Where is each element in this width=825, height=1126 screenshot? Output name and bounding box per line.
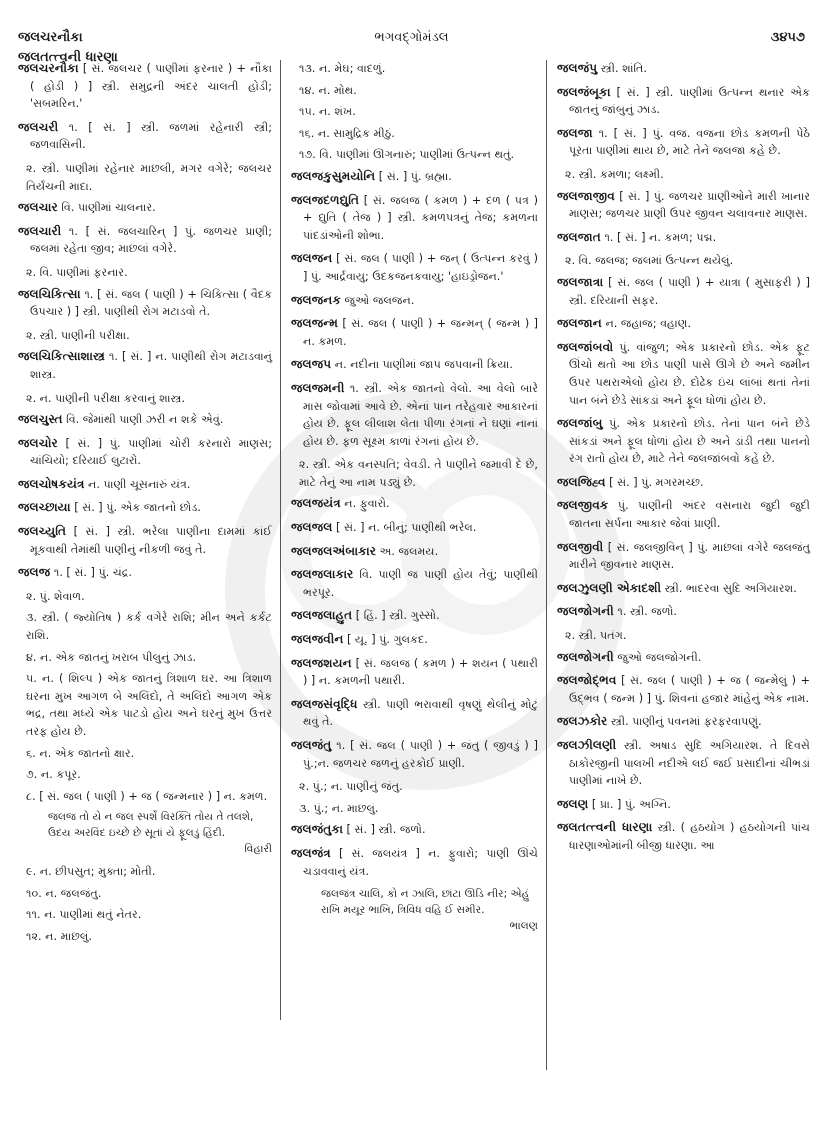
guide-word-last: જલતત્ત્વની ધારણા (18, 50, 118, 65)
definition-text: ૧. [ સં. ] ન. પાણીથી રોગ મટાડવાનું શાસ્ત્ર. (30, 350, 272, 381)
definition-text: સ્ત્રી. પાણીનું પવનમાં ફરફરવાપણું. (607, 715, 762, 729)
headword: જલચરનૌકા (18, 61, 79, 75)
headword: જલચરી (18, 119, 59, 134)
column-1 (18, 60, 280, 1100)
column-3 (546, 60, 810, 1070)
definition-text: વિ. જેમાંથી પાણી ઝરી ન શકે એવું. (62, 413, 224, 427)
headword: જલજોગની (557, 649, 614, 664)
dictionary-entry (557, 188, 810, 223)
headword: જલજાજીવ (557, 188, 615, 203)
dictionary-entry (291, 607, 538, 625)
sense-definition: ૬. ન. એક જાતનો ક્ષાર. (26, 746, 135, 760)
dictionary-entry (291, 696, 538, 731)
dictionary-entry (557, 796, 810, 814)
headword: જલચિકિત્સાશાસ્ત્ર (18, 349, 105, 364)
sense-definition: ૧૩. ન. મેઘ; વાદળું. (299, 62, 386, 75)
headword: જલજયંત્ર (291, 496, 341, 511)
definition-text: [ સં. ] ન. બીનું; પાણીથી ભરેલ. (332, 521, 477, 535)
headword: જલચુસ્ત (18, 412, 63, 427)
dictionary-entry (18, 523, 272, 558)
dictionary-entry (291, 315, 538, 350)
dictionary-entry (557, 603, 810, 621)
definition-text: ન. જહાજ; વહાણ. (601, 317, 692, 331)
citation-quote: જલજ તો યે ન જલ સ્પર્શે વિરક્તિ તોય તે તલશે, ઉદય અરવિંદ ઇચ્છે છે સૂતાં યે ફૂલડું હિંદી. (48, 811, 254, 840)
headword: જલચિકિત્સા (18, 286, 81, 301)
definition-text: [ સં. જલચર ( પાણીમાં ફરનાર ) + નૌકા ( હોડી ) ] સ્ત્રી. સમુદ્રની અંદર ચાલતી હોડી; 'સબમરિન.' (30, 62, 272, 111)
headword: જલજંતુ (291, 738, 332, 752)
headword: જલજશયન (291, 655, 352, 670)
definition-text: [ સં. ] પું. એક જાતનો છોડ. (70, 501, 201, 515)
dictionary-entry (18, 199, 272, 217)
sense-definition: ૧૪. ન. મોથ. (299, 83, 357, 97)
dictionary-entry (557, 539, 810, 574)
dictionary-entry (291, 250, 538, 285)
headword: જલજાત્રા (557, 274, 604, 289)
definition-text: [ સં. ] સ્ત્રી. જળો. (342, 823, 426, 837)
definition-text: ન. નદીના પાણીમાં જાપ જપવાની ક્રિયા. (331, 358, 513, 372)
sense-definition: ૧૫. ન. શંખ. (299, 105, 356, 119)
definition-text: [ સં. જલજ ( કમળ ) + દળ ( પત્ર ) + દ્યુતિ ( તેજ ) ] સ્ત્રી. કમળપત્રનું તેજ; કમળના પાંદડાંઓની શોભા. (303, 193, 538, 242)
headword: જલચ્યુતિ (18, 524, 67, 539)
headword: જલજંપુ (557, 61, 598, 75)
definition-text: સ્ત્રી. અષાડ સુદિ અગિયારશ. તે દિવસે ઠાકોરજીની પાલખી નદીએ લઈ જઈ પ્રસાદીનાં ચીભડાં પાણીમાં નાખે છે. (569, 739, 810, 788)
headword: જલજમની (291, 380, 345, 395)
dictionary-entry (18, 348, 272, 383)
headword: જલજીવી (557, 539, 604, 554)
dictionary-entry (557, 649, 810, 667)
headword: જલજસંવૃદ્ધિ (291, 696, 358, 711)
dictionary-entry (291, 845, 538, 880)
headword: જલજનક (291, 292, 341, 307)
headword: જલચાર (18, 200, 58, 215)
dictionary-entry (557, 415, 810, 468)
definition-text: [ સં. જલ ( પાણી ) + જ ( જન્મેલું ) + ઉદ્ભવ ( જન્મ ) ] પું. શિવનાં હજાર માંહેનું એક નામ. (569, 674, 810, 705)
definition-text: સ્ત્રી. ભાદરવા સુદિ અગિયારશ. (661, 581, 797, 595)
headword: જલજલાહુત (291, 608, 353, 623)
dictionary-entry (557, 315, 810, 333)
definition-text: [ હિં. ] સ્ત્રી. ગુસ્સો. (352, 609, 440, 623)
definition-text: [ સં. ] સ્ત્રી. ભરેલા પાણીના દામમાં કાંઈ મૂકવાથી તેમાંથી પાણીનું નીકળી જવું તે. (30, 525, 272, 556)
headword: જલજાંબવો (557, 339, 614, 354)
sense-definition: ૧૬. ન. સામુદ્રિક મીઠું. (299, 126, 395, 140)
definition-text: [ સં. જલ ( પાણી ) + જન્મન્ ( જન્મ ) ] ન. કમળ. (303, 317, 538, 348)
dictionary-entry (557, 339, 810, 409)
dictionary-entry (291, 192, 538, 245)
headword: જલજીવક (557, 498, 609, 513)
dictionary-entry (557, 819, 810, 854)
definition-text: અ. જલમય. (376, 544, 439, 558)
sense-definition: ૨. પું. શેવાળ. (26, 589, 85, 603)
dictionary-entry (291, 821, 538, 839)
definition-text: ૧. [ સં. ] પું. વજ. વજના છોડ કમળની પેઠે પૂરતા પાણીમાં થાય છે, માટે તેને જલજા કહે છે. (569, 126, 810, 158)
sense-definition: ૮. [ સં. જલ ( પાણી ) + જ ( જન્મનાર ) ] ન. કમળ. (26, 789, 268, 803)
definition-text: ૧. [ સં. ] સ્ત્રી. જળમાં રહેનારી સ્ત્રી; જળવાસિની. (30, 120, 272, 152)
definition-text: સ્ત્રી. પાણી ભરાવાથી વૃષણું થેલીનું મોટું થવું તે. (303, 697, 538, 729)
definition-text: પું. વાંજુળ; એક પ્રકારનો છોડ. એક ફૂટ ઊંચો થતો આ છોડ પાણી પાસે ઊગે છે અને જમીન ઉપર પથરાએલો હોય છે. દોઢેક ઇંચ લાંબાં થતાં તેનાં પાન બંને છેડે સાંકડાં અને ફૂલ ધોળાં હોય છે. (569, 340, 810, 407)
headword: જલજાંબુ (557, 416, 603, 431)
definition-text: સ્ત્રી. શાંતિ. (597, 62, 647, 75)
dictionary-entry (291, 543, 538, 561)
dictionary-entry (18, 435, 272, 470)
definition-text: [ સં. ] સ્ત્રી. પાણીમાં ઉત્પન્ન થનાર એક જાતનું જાંબુનું ઝાડ. (569, 85, 810, 117)
dictionary-entry (291, 292, 538, 310)
sense-definition: ૨. સ્ત્રી. પાણીમાં રહેનાર માછલી, મગર વગેરે; જલચર તિર્યંચની માદા. (26, 161, 272, 193)
definition-text: વિ. પાણીમાં ચાલનાર. (57, 201, 156, 215)
dictionary-entry (557, 672, 810, 707)
headword: જલજલાકાર (291, 567, 354, 582)
dictionary-columns (18, 60, 810, 1100)
sense-definition: ૨. વિ. જલજ; જલમાં ઉત્પન્ન થયેલું. (565, 254, 734, 268)
column-2 (280, 60, 546, 1020)
dictionary-entry (18, 564, 272, 582)
definition-text: ૧. [ સં. જલચારિન્ ] પું. જળચર પ્રાણી; જલમાં રહેતા જીવ; માછલાં વગેરે. (30, 224, 272, 256)
definition-text: [ સં. ] પું. મગરમચ્છ. (605, 475, 704, 489)
dictionary-entry (291, 356, 538, 374)
dictionary-entry (557, 497, 810, 532)
headword: જલતત્ત્વની ધારણા (557, 820, 653, 835)
headword: જલજન્મ (291, 316, 338, 331)
definition-text: વિ. પાણી જ પાણી હોય તેવું; પાણીથી ભરપૂર. (303, 568, 538, 599)
dictionary-entry (18, 223, 272, 258)
dictionary-entry (557, 60, 810, 78)
citation-quote: જલજંત્ર ચાલિ, કો ન ઝાલિ, છાંટા ઊડિ નીર; એહું રાખિ મયૂર ભાખિ, ત્રિવિધ વહિ ઈ સમીર. (321, 888, 530, 917)
dictionary-entry (18, 476, 272, 494)
dictionary-entry (291, 631, 538, 649)
headword: જલચ્છાયા (18, 500, 71, 515)
dictionary-entry (557, 580, 810, 598)
book-title: ભગવદ્ગોમંડલ (374, 30, 449, 45)
sense-definition: ૨. સ્ત્રી. એક વનસ્પતિ; વેવડી. તે પાણીને જમાવી દે છે, માટે તેનું આ નામ પડ્યું છે. (299, 458, 538, 489)
sense-definition: ૫. ન. ( શિલ્પ ) એક જાતનું ત્રિશાળ ઘર. આ ત્રિશાળ ઘરના મુખ આગળ બે અલિંદો, તે અલિંદો આગળ એક ભદ્ર, તથા મધ્યે એક પાટડો હોય અને ઘરનું મુખ ઉત્તર તરફ હોય છે. (26, 672, 272, 738)
headword: જલણ (557, 796, 589, 811)
headword: જલજન (291, 251, 333, 266)
headword: જલજવીન (291, 632, 344, 647)
sense-definition: ૨. સ્ત્રી. કમળા; લક્ષ્મી. (565, 167, 664, 181)
sense-definition: ૨. વિ. પાણીમાં ફરનાર. (26, 265, 128, 279)
sense-definition: ૪. ન. એક જાતનું ખરાબ પીલુનું ઝાડ. (26, 650, 197, 664)
dictionary-entry (291, 737, 538, 772)
definition-text: [ પ્રા. ] પું. અગ્નિ. (588, 797, 671, 811)
headword: જલઝકોર (557, 714, 608, 729)
definition-text: [ સં. ] પું. પાણીમાં ચોરી કરનારો માણસ; ચાંચિયો; દરિયાઈ લુટારો. (30, 436, 272, 468)
dictionary-entry (291, 655, 538, 690)
definition-text: પું. પાણીની અંદર વસનારા જુદી જુદી જાતના સર્પના આકાર જેવાં પ્રાણી. (569, 499, 810, 531)
headword: જલજલઅંબાકાર (291, 543, 377, 558)
definition-text: ૧. [ સં. જલ ( પાણી ) + ચિકિત્સા ( વૈદક ઉપચાર ) ] સ્ત્રી. પાણીથી રોગ મટાડવો તે. (30, 287, 272, 319)
definition-text: ન. ફુવારો. (340, 497, 390, 511)
headword: જલજંત્ર (291, 845, 331, 860)
dictionary-entry (291, 495, 538, 513)
sense-definition: ૩. પું.; ન. માછલું. (299, 801, 379, 815)
headword: જલજ (18, 565, 51, 580)
dictionary-entry (18, 60, 272, 113)
sense-definition: ૯. ન. છીપસુત; મુક્તા; મોતી. (26, 864, 156, 878)
sense-definition: ૧૭. વિ. પાણીમાં ઊગનારું; પાણીમાં ઉત્પન્ન થતું. (299, 148, 515, 162)
dictionary-entry (291, 380, 538, 450)
sense-definition: ૨. સ્ત્રી. પતંગ. (565, 629, 627, 643)
definition-text: પું. એક પ્રકારનો છોડ. તેનાં પાન બંને છેડે સાંકડાં અને ફૂલ ધોળાં હોય છે અને ડાંડી તથા પાનનો રંગ રાતો હોય છે, માટે તેને જલજાંબવો કહે છે. (569, 417, 810, 466)
dictionary-entry (291, 168, 538, 186)
headword: જલજકુસુમયોનિ (291, 168, 376, 183)
headword: જલચારી (18, 223, 62, 238)
definition-text: જુઓ જલજોગની. (613, 650, 702, 664)
dictionary-entry (557, 737, 810, 790)
dictionary-entry (18, 499, 272, 517)
definition-text: [ સં. જલજ ( કમળ ) + શયન ( પથારી ) ] ન. કમળની પથારી. (303, 656, 538, 688)
page-number: ૩૪૫૭ (770, 30, 805, 45)
dictionary-entry (557, 474, 810, 492)
sense-definition: ૨. ન. પાણીની પરીક્ષા કરવાનું શાસ્ત્ર. (26, 391, 186, 405)
definition-text: ૧. [ સં. ] ન. કમળ; પદ્મ. (600, 230, 717, 244)
definition-text: [ સં. ] પું. બ્રહ્મા. (375, 169, 452, 183)
dictionary-entry (557, 713, 810, 731)
headword: જલજોગની (557, 604, 614, 619)
definition-text: [ યૂ. ] પું. ગુલકંદ. (343, 633, 428, 647)
definition-text: ન. પાણી ચૂસનારું યંત્ર. (84, 477, 191, 491)
definition-text: [ સં. ] પું. જળચર પ્રાણીઓને મારી ખાનાર માણસ; જળચર પ્રાણી ઉપર જીવન ચલાવનાર માણસ. (569, 189, 810, 221)
dictionary-entry (18, 411, 272, 429)
sense-definition: ૩. સ્ત્રી. ( જ્યોતિષ ) કર્ક વગેરે રાશિ; મીન અને કર્કટ રાશિ. (26, 611, 272, 643)
headword: જલજોદ્ભવ (557, 673, 617, 688)
definition-text: ૧. [ સં. જલ ( પાણી ) + જંતુ ( જીવડું ) ] પું.;ન. જળચર જળનું હરકોઈ પ્રાણી. (303, 739, 538, 770)
dictionary-entry (557, 274, 810, 309)
headword: જલઝુલણી એકાદશી (557, 580, 662, 595)
definition-text: [ સં. જલ ( પાણી ) + યાત્રા ( મુસાફરી ) ] સ્ત્રી. દરિયાની સફર. (569, 275, 810, 307)
citation-source: વિહારી (244, 843, 272, 856)
definition-text: ૧. સ્ત્રી. જળો. (613, 605, 677, 619)
sense-definition: ૭. ન. કપૂર. (26, 768, 81, 782)
definition-text: જુઓ જલજન. (340, 293, 415, 307)
headword: જલજદળદ્યુતિ (291, 192, 360, 207)
guide-word-first: જલચરનૌકા (18, 30, 83, 45)
headword: જલચોર (18, 435, 58, 450)
headword: જલજા (557, 125, 593, 140)
headword: જલજાત (557, 229, 601, 244)
dictionary-entry (557, 229, 810, 247)
sense-definition: ૨. પું.; ન. પાણીનું જંતુ. (299, 780, 403, 794)
headword: જલઝીલણી (557, 738, 617, 752)
sense-definition: ૧૦. ન. જલજંતુ. (26, 886, 102, 900)
definition-text: [ સં. જલ ( પાણી ) + જન્ ( ઉત્પન્ન કરવું ) ] પું. આર્દ્રવાયુ; ઉદકજનકવાયુ; 'હાઇડ્રોજન.' (303, 252, 538, 283)
headword: જલજપ (291, 357, 332, 372)
sense-definition: ૧૧. ન. પાણીમાં થતું નેતર. (26, 908, 142, 922)
page-header (18, 30, 805, 65)
headword: જલજંબૂકા (557, 84, 611, 99)
definition-text: [ સં. જલજીવિન્ ] પું. માછલાં વગેરે જલજંતુ મારીને જીવનાર માણસ. (569, 540, 810, 572)
headword: જલજલ (291, 520, 333, 535)
dictionary-entry (557, 125, 810, 160)
headword: જલચોષકયંત્ર (18, 476, 85, 491)
definition-text: ૧. સ્ત્રી. એક જાતનો વેલો. આ વેલો બારે માસ જોવામાં આવે છે. એનાં પાન તરેહવાર આકારનાં હોય છે. ફૂલ લીલાશ લેતા પીળા રંગનાં ને ઘણાં નાનાં હોય છે. ફળ સૂક્ષ્મ કાળાં રંગનાં હોય છે. (303, 381, 538, 448)
headword: જલજાન (557, 316, 602, 331)
definition-text: સ્ત્રી. ( હઠયોગ ) હઠયોગની પાંચ ધારણાઓમાંની બીજી ધારણા. આ (569, 821, 810, 852)
dictionary-entry (18, 286, 272, 321)
sense-definition: ૧૨. ન. માછલું. (26, 929, 92, 943)
headword: જલજિહ્વ (557, 474, 606, 489)
definition-text: [ સં. જલયંત્ર ] ન. ફુવારો; પાણી ઊંચે ચડાવવાનું યંત્ર. (303, 846, 538, 878)
dictionary-entry (18, 119, 272, 154)
headword: જલજંતુકા (291, 822, 343, 837)
dictionary-entry (291, 566, 538, 601)
dictionary-entry (291, 519, 538, 537)
citation-source: ભાલણ (509, 920, 538, 933)
dictionary-entry (557, 84, 810, 119)
sense-definition: ૨. સ્ત્રી. પાણીની પરીક્ષા. (26, 328, 130, 342)
definition-text: ૧. [ સં. ] પું. ચંદ્ર. (50, 566, 132, 580)
